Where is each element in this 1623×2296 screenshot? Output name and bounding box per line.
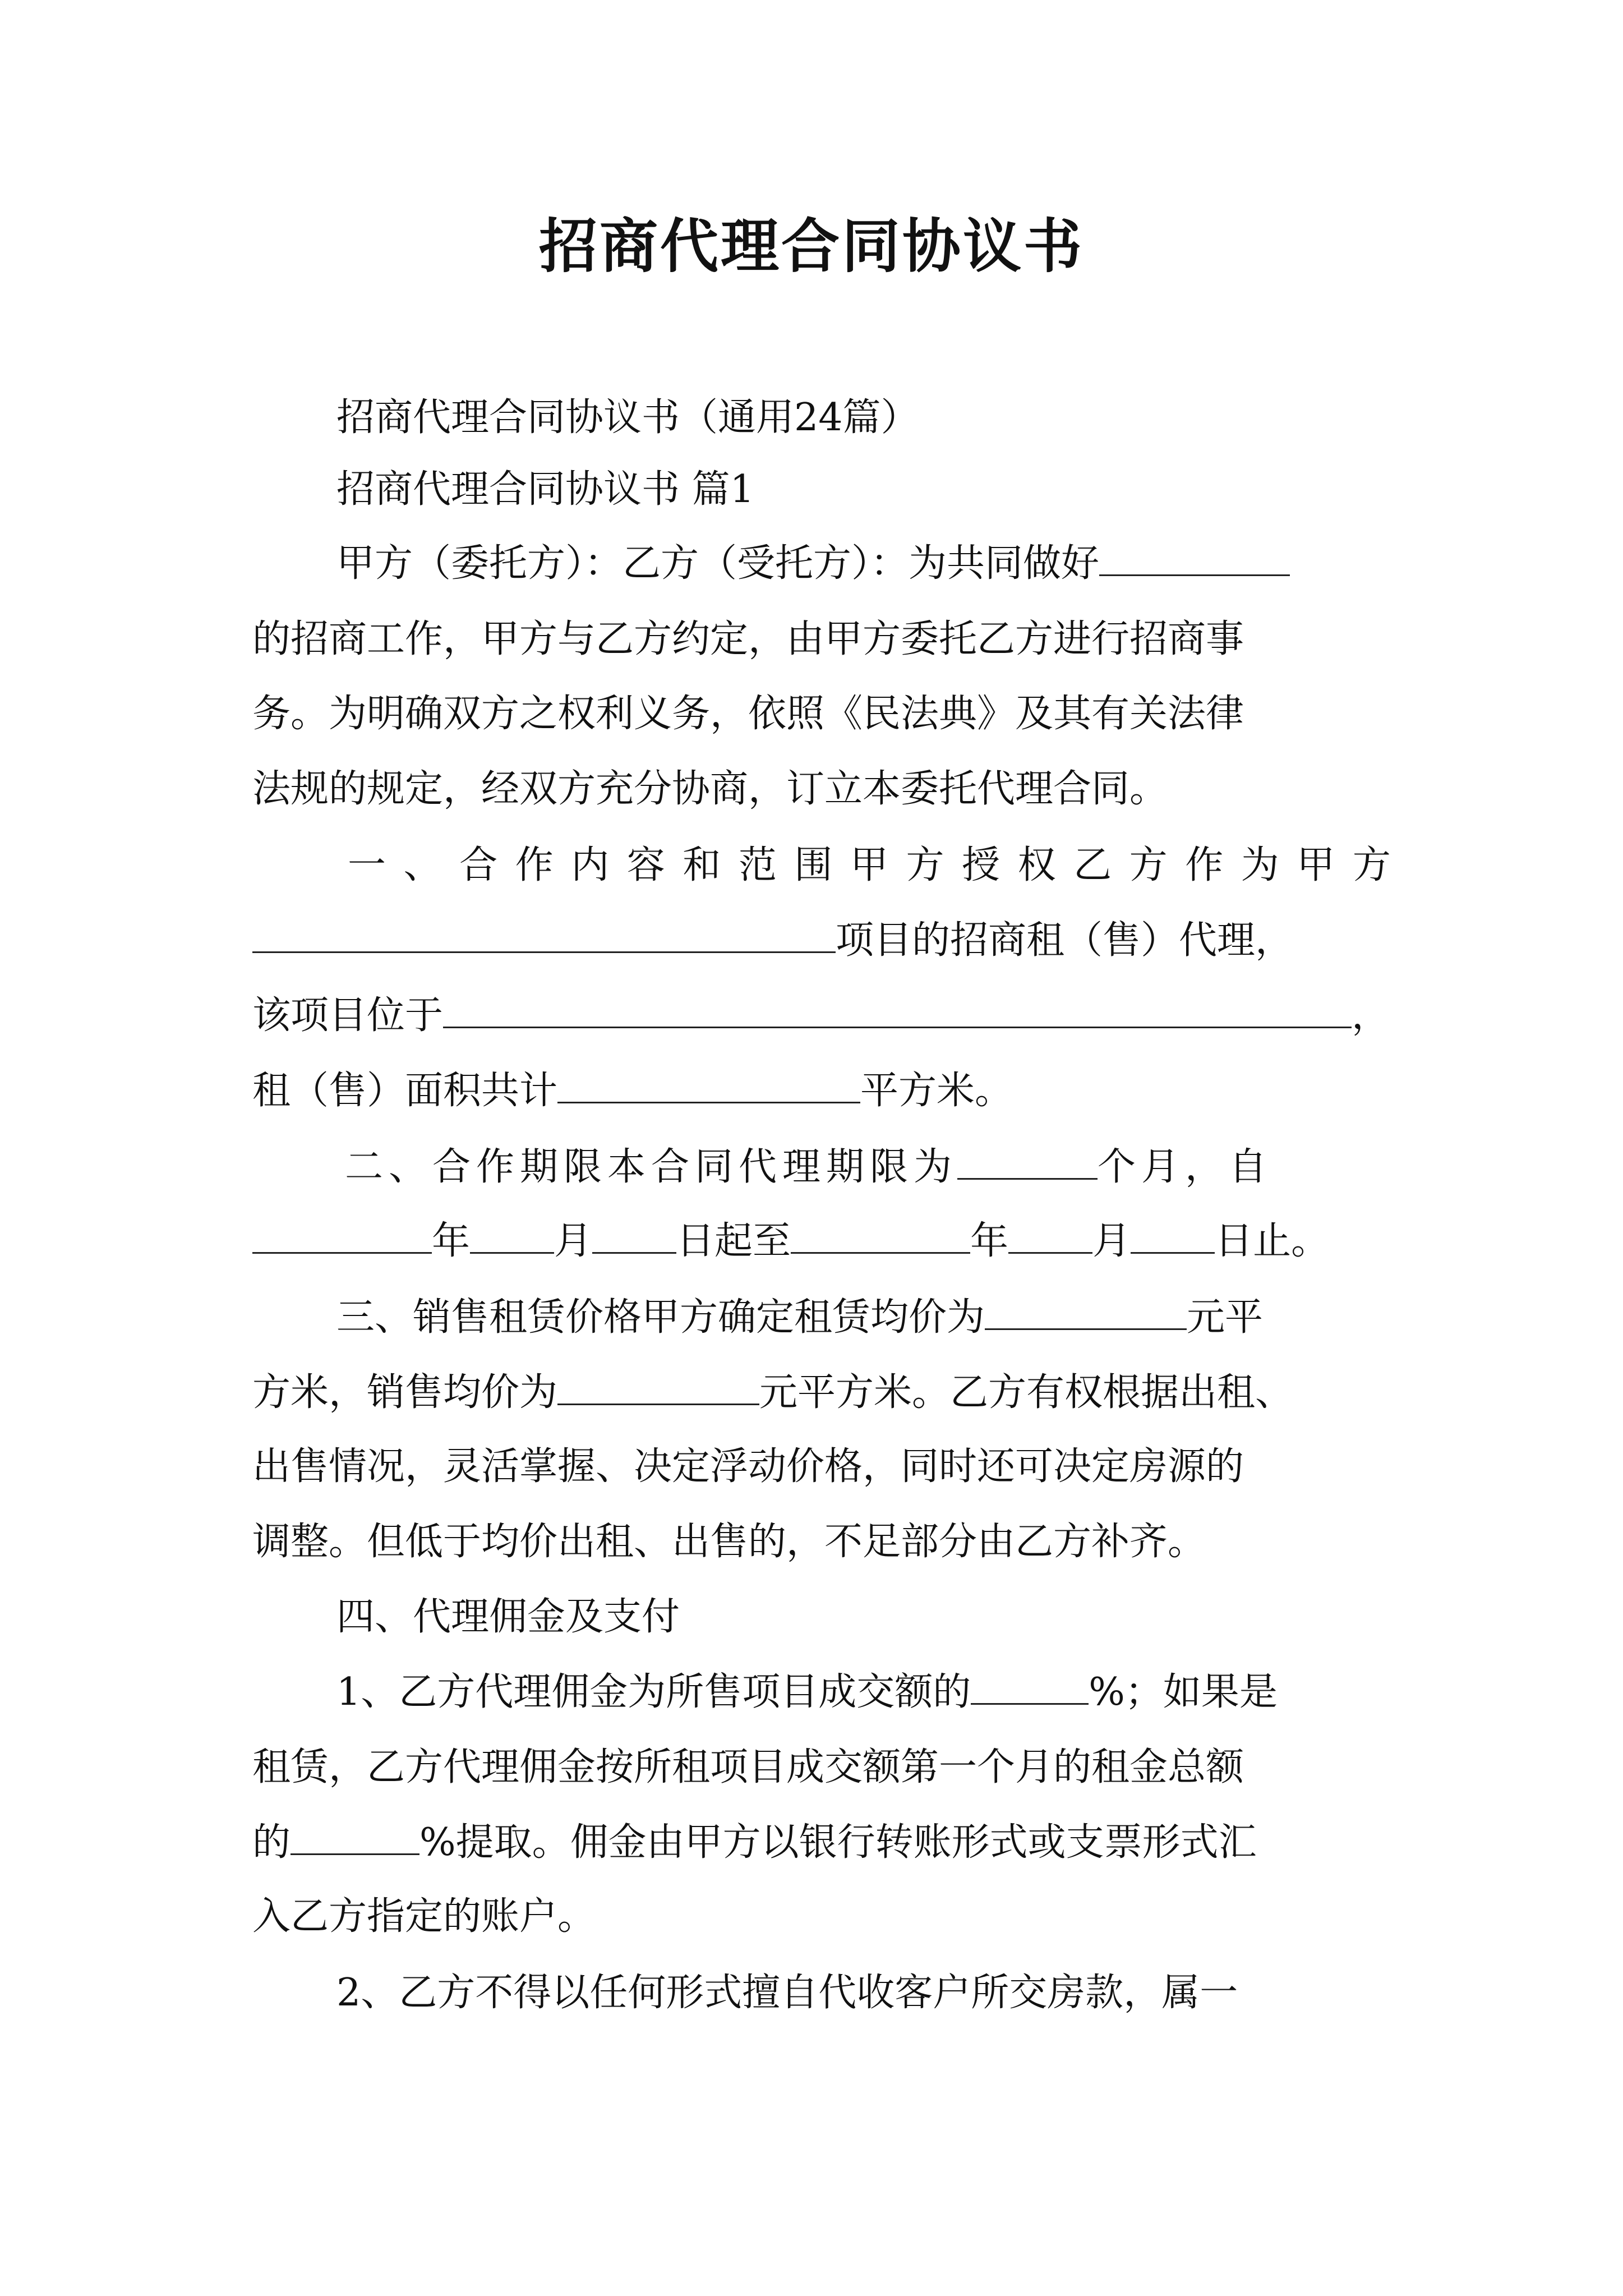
- paragraph-6-line-3: [252, 1818, 1391, 1868]
- paragraph-6-line-2: 租赁，乙方代理佣金按所租项目成交额第一个月的租金总额: [252, 1745, 1244, 1789]
- text: 月: [554, 1219, 593, 1263]
- paragraph-4-line-1: [336, 1292, 1475, 1343]
- text: 日起至: [676, 1219, 791, 1263]
- text: 甲方（委托方）：乙方（受托方）：为共同做好: [336, 541, 1100, 586]
- paragraph-3-line-2: [252, 1216, 1391, 1267]
- text: 日止。: [1215, 1219, 1330, 1263]
- justified-char: 作: [515, 843, 554, 887]
- paragraph-6-line-1: [336, 1667, 1475, 1718]
- justified-char: 乙: [1073, 843, 1112, 887]
- text: 个月，自: [1098, 1145, 1273, 1189]
- text: 该项目位于: [252, 993, 444, 1038]
- blank-field: [252, 1217, 432, 1254]
- paragraph-4-line-4: 调整。但低于均价出租、出售的，不足部分由乙方补齐。: [252, 1520, 1206, 1564]
- justified-char: 容: [626, 843, 665, 887]
- blank-field: [557, 1067, 860, 1103]
- text: 年: [970, 1219, 1009, 1263]
- justified-char: 合: [459, 843, 498, 887]
- paragraph-5-heading: 四、代理佣金及支付: [336, 1595, 680, 1639]
- text: 租（售）面积共计: [252, 1069, 558, 1113]
- text: 元平: [1187, 1295, 1264, 1340]
- text: 方米，销售均价为: [252, 1370, 558, 1415]
- blank-field: [985, 1294, 1187, 1330]
- paragraph-1-line-4: 法规的规定，经双方充分协商，订立本委托代理合同。: [252, 767, 1168, 811]
- blank-field: [1099, 540, 1290, 576]
- justified-char: 范: [738, 843, 777, 887]
- blank-field: [557, 1369, 759, 1405]
- text: 月: [1092, 1219, 1131, 1263]
- justified-char: 方: [906, 843, 944, 887]
- justified-char: 和: [683, 843, 721, 887]
- justified-char: 甲: [850, 843, 888, 887]
- justified-char: 、: [403, 843, 442, 887]
- paragraph-6-line-4: 入乙方指定的账户。: [252, 1894, 596, 1939]
- text: ，: [1352, 993, 1390, 1038]
- text: 二、合作期限本合同代理期限为: [345, 1145, 958, 1189]
- paragraph-2-line-1: [348, 840, 1391, 891]
- text: 项目的招商租（售）代理，: [836, 918, 1294, 963]
- paragraph-7-line-1: 2、乙方不得以任何形式擅自代收客户所交房款，属一: [336, 1971, 1238, 2015]
- blank-field: [957, 1143, 1098, 1180]
- paragraph-2-line-2: [252, 915, 1391, 966]
- text: 1、乙方代理佣金为所售项目成交额的: [336, 1670, 971, 1714]
- paragraph-3-line-1: [345, 1142, 1483, 1193]
- justified-char: 内: [571, 843, 610, 887]
- text: 元平方米。乙方有权根据出租、: [759, 1370, 1294, 1415]
- text: 年: [432, 1219, 471, 1263]
- text: %提取。佣金由甲方以银行转账形式或支票形式汇: [419, 1820, 1257, 1865]
- paragraph-1-line-3: 务。为明确双方之权利义务，依照《民法典》及其有关法律: [252, 692, 1244, 736]
- paragraph-1-line-1: [336, 539, 1475, 589]
- text: 的: [252, 1820, 291, 1865]
- justified-char: 方: [1129, 843, 1168, 887]
- blank-field: [470, 1217, 554, 1254]
- blank-field: [1008, 1217, 1092, 1254]
- subtitle: 招商代理合同协议书（通用24篇）: [336, 395, 919, 440]
- justified-char: 一: [348, 843, 386, 887]
- blank-field: [971, 1668, 1089, 1705]
- justified-char: 为: [1241, 843, 1279, 887]
- justified-char: 权: [1017, 843, 1056, 887]
- justified-char: 方: [1352, 843, 1391, 887]
- justified-char: 授: [962, 843, 1000, 887]
- paragraph-2-line-4: [252, 1066, 1391, 1116]
- blank-field: [592, 1217, 676, 1254]
- blank-field: [443, 992, 1352, 1028]
- text: %；如果是: [1089, 1670, 1278, 1714]
- document-title: 招商代理合同协议书: [538, 211, 1084, 280]
- paragraph-2-line-3: [252, 991, 1391, 1041]
- blank-field: [1131, 1217, 1215, 1254]
- text: 平方米。: [860, 1069, 1013, 1113]
- blank-field: [291, 1819, 419, 1855]
- justified-char: 甲: [1297, 843, 1335, 887]
- paragraph-4-line-2: [252, 1368, 1391, 1418]
- blank-field: [252, 917, 836, 953]
- blank-field: [791, 1217, 970, 1254]
- section-heading: 招商代理合同协议书 篇1: [336, 467, 754, 512]
- justified-char: 围: [794, 843, 833, 887]
- justified-char: 作: [1185, 843, 1224, 887]
- text: 三、销售租赁价格甲方确定租赁均价为: [336, 1295, 985, 1340]
- paragraph-1-line-2: 的招商工作，甲方与乙方约定，由甲方委托乙方进行招商事: [252, 617, 1244, 661]
- paragraph-4-line-3: 出售情况，灵活掌握、决定浮动价格，同时还可决定房源的: [252, 1444, 1244, 1489]
